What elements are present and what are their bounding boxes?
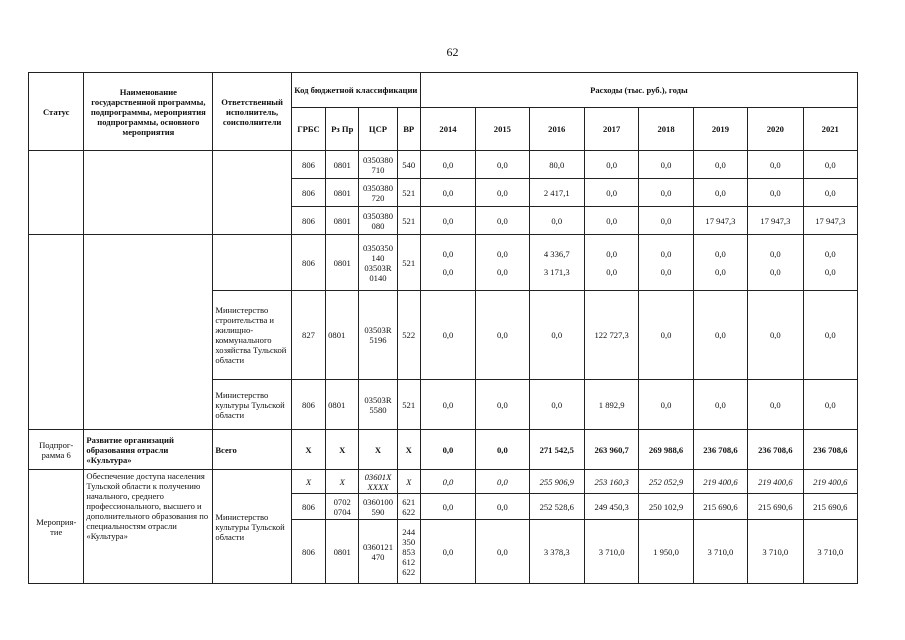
- value-cell: [476, 235, 529, 291]
- header-year: 2014: [420, 108, 475, 151]
- rzpr-cell: 0801: [326, 520, 359, 584]
- value-cell: 2 417,1: [529, 179, 584, 207]
- status-cell: [29, 151, 84, 235]
- value-cell: 219 400,6: [693, 470, 747, 494]
- status-cell: Подпрог-рамма 6: [29, 430, 84, 470]
- header-status: Статус: [29, 73, 84, 151]
- value-cell: 3 710,0: [693, 520, 747, 584]
- value-cell: [420, 235, 475, 291]
- header-year: 2021: [803, 108, 857, 151]
- value-cell: 215 690,6: [748, 494, 803, 520]
- vr-cell: 521: [397, 207, 420, 235]
- value-cell: 271 542,5: [529, 430, 584, 470]
- value-b: 3 171,3: [543, 266, 570, 277]
- value-cell: 0,0: [476, 520, 529, 584]
- rzpr-cell: 0801: [326, 207, 359, 235]
- csr-cell: 0360121 470: [359, 520, 397, 584]
- value-cell: 269 988,6: [639, 430, 693, 470]
- header-csr: ЦСР: [359, 108, 397, 151]
- value-cell: 219 400,6: [803, 470, 857, 494]
- vr-cell: X: [397, 470, 420, 494]
- value-cell: 0,0: [693, 151, 747, 179]
- value-cell: 0,0: [693, 291, 747, 380]
- value-a: 0,0: [824, 248, 836, 259]
- value-cell: 0,0: [476, 430, 529, 470]
- value-cell: 0,0: [420, 207, 475, 235]
- grbs-cell: 806: [291, 179, 325, 207]
- value-cell: 0,0: [476, 291, 529, 380]
- value-cell: 0,0: [693, 380, 747, 430]
- value-a: 0,0: [606, 248, 618, 259]
- grbs-cell: 806: [291, 380, 325, 430]
- name-cell: Обеспечение доступа населения Тульской области к получению начального, среднего профессионального, высшего и дополнительного образования по специальностям отрасли «Культура»: [84, 470, 213, 584]
- value-cell: 17 947,3: [748, 207, 803, 235]
- rzpr-cell: X: [326, 470, 359, 494]
- table-row: [29, 470, 858, 494]
- executor-cell: [213, 235, 292, 291]
- value-cell: 0,0: [748, 151, 803, 179]
- value-cell: 215 690,6: [803, 494, 857, 520]
- value-cell: 3 378,3: [529, 520, 584, 584]
- value-cell: 0,0: [420, 291, 475, 380]
- value-cell: 236 708,6: [803, 430, 857, 470]
- value-cell: 0,0: [476, 207, 529, 235]
- value-cell: 80,0: [529, 151, 584, 179]
- rzpr-cell: 0801: [326, 179, 359, 207]
- value-cell: 0,0: [529, 291, 584, 380]
- value-cell: 252 528,6: [529, 494, 584, 520]
- value-cell: 1 950,0: [639, 520, 693, 584]
- vr-cell: 521: [397, 235, 420, 291]
- rzpr-cell: 0702 0704: [326, 494, 359, 520]
- value-b: 0,0: [606, 266, 618, 277]
- executor-cell: Министерство культуры Тульской области: [213, 470, 292, 584]
- header-rzpr: Рз Пр: [326, 108, 359, 151]
- value-cell: 0,0: [639, 380, 693, 430]
- value-cell: 253 160,3: [584, 470, 638, 494]
- value-cell: 0,0: [420, 151, 475, 179]
- value-cell: [639, 235, 693, 291]
- value-cell: 0,0: [639, 179, 693, 207]
- value-cell: 263 960,7: [584, 430, 638, 470]
- value-cell: 0,0: [476, 470, 529, 494]
- value-a: 0,0: [769, 248, 781, 259]
- value-cell: 252 052,9: [639, 470, 693, 494]
- value-cell: 17 947,3: [803, 207, 857, 235]
- rzpr-cell: 0801: [326, 151, 359, 179]
- csr-cell: 03503R 5580: [359, 380, 397, 430]
- value-b: 0,0: [769, 266, 781, 277]
- table-row: [29, 235, 858, 291]
- value-cell: 0,0: [420, 430, 475, 470]
- value-cell: 0,0: [639, 291, 693, 380]
- vr-cell: X: [397, 430, 420, 470]
- value-a: 0,0: [715, 248, 726, 259]
- value-cell: 0,0: [476, 380, 529, 430]
- header-executor: Ответственный исполнитель, соисполнители: [213, 73, 292, 151]
- value-cell: 0,0: [803, 179, 857, 207]
- value-cell: 0,0: [803, 291, 857, 380]
- header-year: 2017: [584, 108, 638, 151]
- value-b: 0,0: [715, 266, 726, 277]
- value-cell: 0,0: [420, 380, 475, 430]
- rzpr-cell: 0801: [326, 291, 359, 380]
- value-a: 0,0: [442, 248, 454, 259]
- csr-cell: X: [359, 430, 397, 470]
- header-grbs: ГРБС: [291, 108, 325, 151]
- executor-cell: [213, 151, 292, 235]
- page-number: 62: [446, 45, 459, 59]
- header-expenses: Расходы (тыс. руб.), годы: [420, 73, 857, 108]
- csr-cell: [359, 235, 397, 291]
- value-cell: [803, 235, 857, 291]
- header-year: 2020: [748, 108, 803, 151]
- grbs-cell: 806: [291, 494, 325, 520]
- executor-cell: Всего: [213, 430, 292, 470]
- csr-cell: 0350380 080: [359, 207, 397, 235]
- value-cell: 0,0: [584, 179, 638, 207]
- value-cell: 0,0: [529, 207, 584, 235]
- executor-cell: Министерство культуры Тульской области: [213, 380, 292, 430]
- csr-cell: 03601X XXXX: [359, 470, 397, 494]
- value-cell: 0,0: [420, 470, 475, 494]
- csr-cell: 0350380 720: [359, 179, 397, 207]
- value-cell: [529, 235, 584, 291]
- status-cell: [29, 235, 84, 430]
- grbs-cell: 806: [291, 235, 325, 291]
- value-cell: 0,0: [420, 179, 475, 207]
- table-row-total: [29, 430, 858, 470]
- value-cell: 0,0: [803, 380, 857, 430]
- vr-cell: 521: [397, 380, 420, 430]
- grbs-cell: X: [291, 470, 325, 494]
- value-cell: 0,0: [584, 207, 638, 235]
- status-cell: Мероприя-тие: [29, 470, 84, 584]
- value-cell: 0,0: [803, 151, 857, 179]
- value-cell: 0,0: [476, 494, 529, 520]
- vr-cell: 244 350 853 612 622: [397, 520, 420, 584]
- value-cell: 17 947,3: [693, 207, 747, 235]
- header-budget-code: Код бюджетной классификации: [291, 73, 420, 108]
- csr-value: 0350350 140: [362, 242, 394, 263]
- vr-cell: 540: [397, 151, 420, 179]
- value-a: 0,0: [660, 248, 672, 259]
- grbs-cell: 806: [291, 151, 325, 179]
- value-cell: 0,0: [476, 151, 529, 179]
- value-a: 0,0: [497, 248, 508, 259]
- value-cell: 219 400,6: [748, 470, 803, 494]
- grbs-cell: 827: [291, 291, 325, 380]
- vr-cell: 522: [397, 291, 420, 380]
- value-cell: 0,0: [639, 207, 693, 235]
- grbs-cell: 806: [291, 207, 325, 235]
- name-cell: [84, 151, 213, 235]
- value-cell: 0,0: [584, 151, 638, 179]
- header-year: 2015: [476, 108, 529, 151]
- value-cell: 3 710,0: [803, 520, 857, 584]
- rzpr-cell: X: [326, 430, 359, 470]
- rzpr-cell: 0801: [326, 380, 359, 430]
- value-cell: 0,0: [748, 380, 803, 430]
- vr-cell: 621 622: [397, 494, 420, 520]
- grbs-cell: X: [291, 430, 325, 470]
- value-cell: 236 708,6: [693, 430, 747, 470]
- value-cell: [584, 235, 638, 291]
- csr-cell: 0360100 590: [359, 494, 397, 520]
- value-b: 0,0: [442, 266, 454, 277]
- value-cell: 215 690,6: [693, 494, 747, 520]
- header-year: 2019: [693, 108, 747, 151]
- value-cell: 0,0: [748, 179, 803, 207]
- csr-value: 03503R 0140: [364, 262, 392, 283]
- value-cell: [748, 235, 803, 291]
- csr-cell: 0350380 710: [359, 151, 397, 179]
- budget-table: [28, 72, 858, 584]
- value-cell: 0,0: [639, 151, 693, 179]
- name-cell: Развитие организаций образования отрасли «Культура»: [84, 430, 213, 470]
- value-cell: 0,0: [693, 179, 747, 207]
- value-cell: 122 727,3: [584, 291, 638, 380]
- value-a: 4 336,7: [543, 248, 570, 259]
- header-year: 2016: [529, 108, 584, 151]
- value-b: 0,0: [497, 266, 508, 277]
- table-row: [29, 151, 858, 179]
- name-cell: [84, 235, 213, 430]
- header-name: Наименование государственной программы, подпрограммы, мероприятия подпрограммы, основного мероприятия: [84, 73, 213, 151]
- value-cell: 0,0: [420, 520, 475, 584]
- value-cell: 236 708,6: [748, 430, 803, 470]
- vr-cell: 521: [397, 179, 420, 207]
- header-year: 2018: [639, 108, 693, 151]
- rzpr-cell: 0801: [326, 235, 359, 291]
- value-cell: 250 102,9: [639, 494, 693, 520]
- value-b: 0,0: [824, 266, 836, 277]
- value-cell: 1 892,9: [584, 380, 638, 430]
- value-cell: 0,0: [420, 494, 475, 520]
- value-cell: 249 450,3: [584, 494, 638, 520]
- value-cell: 0,0: [476, 179, 529, 207]
- grbs-cell: 806: [291, 520, 325, 584]
- csr-cell: 03503R 5196: [359, 291, 397, 380]
- value-cell: 3 710,0: [748, 520, 803, 584]
- value-b: 0,0: [660, 266, 672, 277]
- executor-cell: Министерство строительства и жилищно-коммунального хозяйства Тульской области: [213, 291, 292, 380]
- value-cell: 255 906,9: [529, 470, 584, 494]
- value-cell: 0,0: [529, 380, 584, 430]
- value-cell: 3 710,0: [584, 520, 638, 584]
- header-vr: ВР: [397, 108, 420, 151]
- value-cell: 0,0: [748, 291, 803, 380]
- value-cell: [693, 235, 747, 291]
